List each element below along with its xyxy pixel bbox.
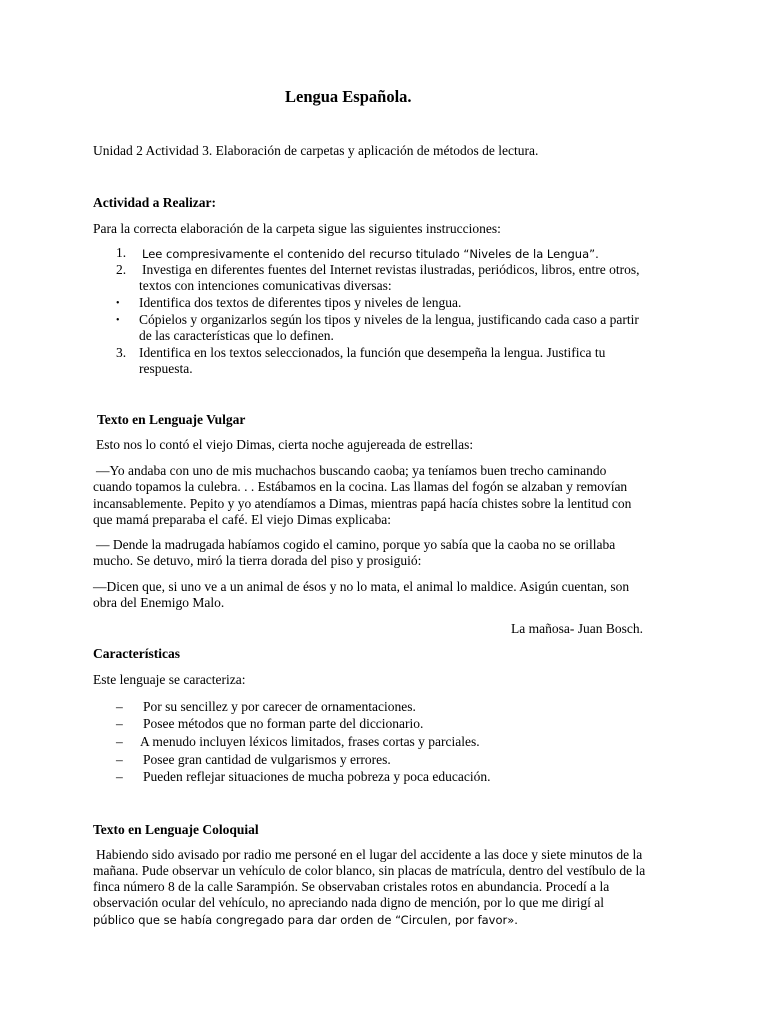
activity-heading: Actividad a Realizar: bbox=[93, 195, 216, 210]
list-item: Identifica dos textos de diferentes tipos y niveles de lengua. bbox=[139, 295, 462, 310]
characteristics-intro: Este lenguaje se caracteriza: bbox=[93, 672, 246, 687]
list-item: Posee métodos que no forman parte del diccionario. bbox=[143, 716, 424, 731]
list-number: 2. bbox=[116, 262, 127, 277]
bullet-icon: • bbox=[116, 315, 120, 326]
list-item: Posee gran cantidad de vulgarismos y errores. bbox=[143, 752, 391, 767]
vulgar-paragraph-line: obra del Enemigo Malo. bbox=[93, 595, 225, 610]
dash-bullet-icon: – bbox=[116, 769, 123, 784]
vulgar-paragraph-line: — Dende la madrugada habíamos cogido el camino, porque yo sabía que la caoba no se orillaba bbox=[96, 537, 616, 552]
unit-line: Unidad 2 Actividad 3. Elaboración de carpetas y aplicación de métodos de lectura. bbox=[93, 143, 539, 158]
vulgar-source: La mañosa- Juan Bosch. bbox=[511, 621, 643, 636]
dash-bullet-icon: – bbox=[116, 699, 123, 714]
characteristics-heading: Características bbox=[93, 646, 180, 661]
bullet-icon: • bbox=[116, 298, 120, 309]
list-number: 3. bbox=[116, 345, 127, 360]
list-item: Cópielos y organizarlos según los tipos y niveles de la lengua, justificando cada caso a partir bbox=[139, 312, 639, 327]
list-item: Lee compresivamente el contenido del recurso titulado “Niveles de la Lengua”. bbox=[142, 247, 599, 261]
list-number: 1. bbox=[116, 245, 127, 260]
vulgar-paragraph-line: que mamá preparaba el café. El viejo Dimas explicaba: bbox=[93, 512, 391, 527]
vulgar-paragraph-line: mucho. Se detuvo, miró la tierra dorada del piso y prosiguió: bbox=[93, 553, 422, 568]
vulgar-paragraph-line: —Dicen que, si uno ve a un animal de ésos y no lo mata, el animal lo maldice. Asigún cuentan, son bbox=[93, 579, 630, 594]
vulgar-paragraph-line: —Yo andaba con uno de mis muchachos buscando caoba; ya teníamos buen trecho caminando bbox=[96, 463, 607, 478]
vulgar-heading: Texto en Lenguaje Vulgar bbox=[97, 412, 246, 427]
list-item: A menudo incluyen léxicos limitados, frases cortas y parciales. bbox=[140, 734, 480, 749]
vulgar-paragraph-line: incansablemente. Pepito y yo atendíamos a Dimas, mientras papá hacía chistes sobre la lentitud con bbox=[93, 496, 632, 511]
document-title: Lengua Española. bbox=[285, 87, 412, 106]
dash-bullet-icon: – bbox=[116, 716, 123, 731]
dash-bullet-icon: – bbox=[116, 752, 123, 767]
colloquial-heading: Texto en Lenguaje Coloquial bbox=[93, 822, 259, 837]
vulgar-paragraph: Esto nos lo contó el viejo Dimas, cierta noche agujereada de estrellas: bbox=[96, 437, 474, 452]
list-item: Investiga en diferentes fuentes del Internet revistas ilustradas, periódicos, libros, entre otros, bbox=[142, 262, 640, 277]
list-item-continuation: de las características que lo definen. bbox=[139, 328, 334, 343]
list-item: Pueden reflejar situaciones de mucha pobreza y poca educación. bbox=[143, 769, 491, 784]
colloquial-paragraph-line: público que se había congregado para dar orden de “Circulen, por favor». bbox=[93, 913, 518, 927]
colloquial-paragraph-line: mañana. Pude observar un vehículo de color blanco, sin placas de matrícula, dentro del vestíbulo de la bbox=[93, 863, 646, 878]
colloquial-paragraph-line: finca número 8 de la calle Sarampión. Se observaban cristales rotos en abundancia. Procedí a la bbox=[93, 879, 610, 894]
list-item: Por su sencillez y por carecer de ornamentaciones. bbox=[143, 699, 416, 714]
list-item-continuation: respuesta. bbox=[139, 361, 193, 376]
colloquial-paragraph-line: observación ocular del vehículo, no apreciando nada digno de mención, por lo que me dirigí al bbox=[93, 895, 604, 910]
dash-bullet-icon: – bbox=[116, 734, 123, 749]
colloquial-paragraph-line: Habiendo sido avisado por radio me personé en el lugar del accidente a las doce y siete minutos de la bbox=[96, 847, 643, 862]
instructions-intro: Para la correcta elaboración de la carpeta sigue las siguientes instrucciones: bbox=[93, 221, 501, 236]
list-item: Identifica en los textos seleccionados, la función que desempeña la lengua. Justifica tu bbox=[139, 345, 606, 360]
list-item-continuation: textos con intenciones comunicativas diversas: bbox=[139, 278, 392, 293]
vulgar-paragraph-line: cuando topamos la culebra. . . Estábamos en la cocina. Las llamas del fogón se alzaban y removían bbox=[93, 479, 628, 494]
